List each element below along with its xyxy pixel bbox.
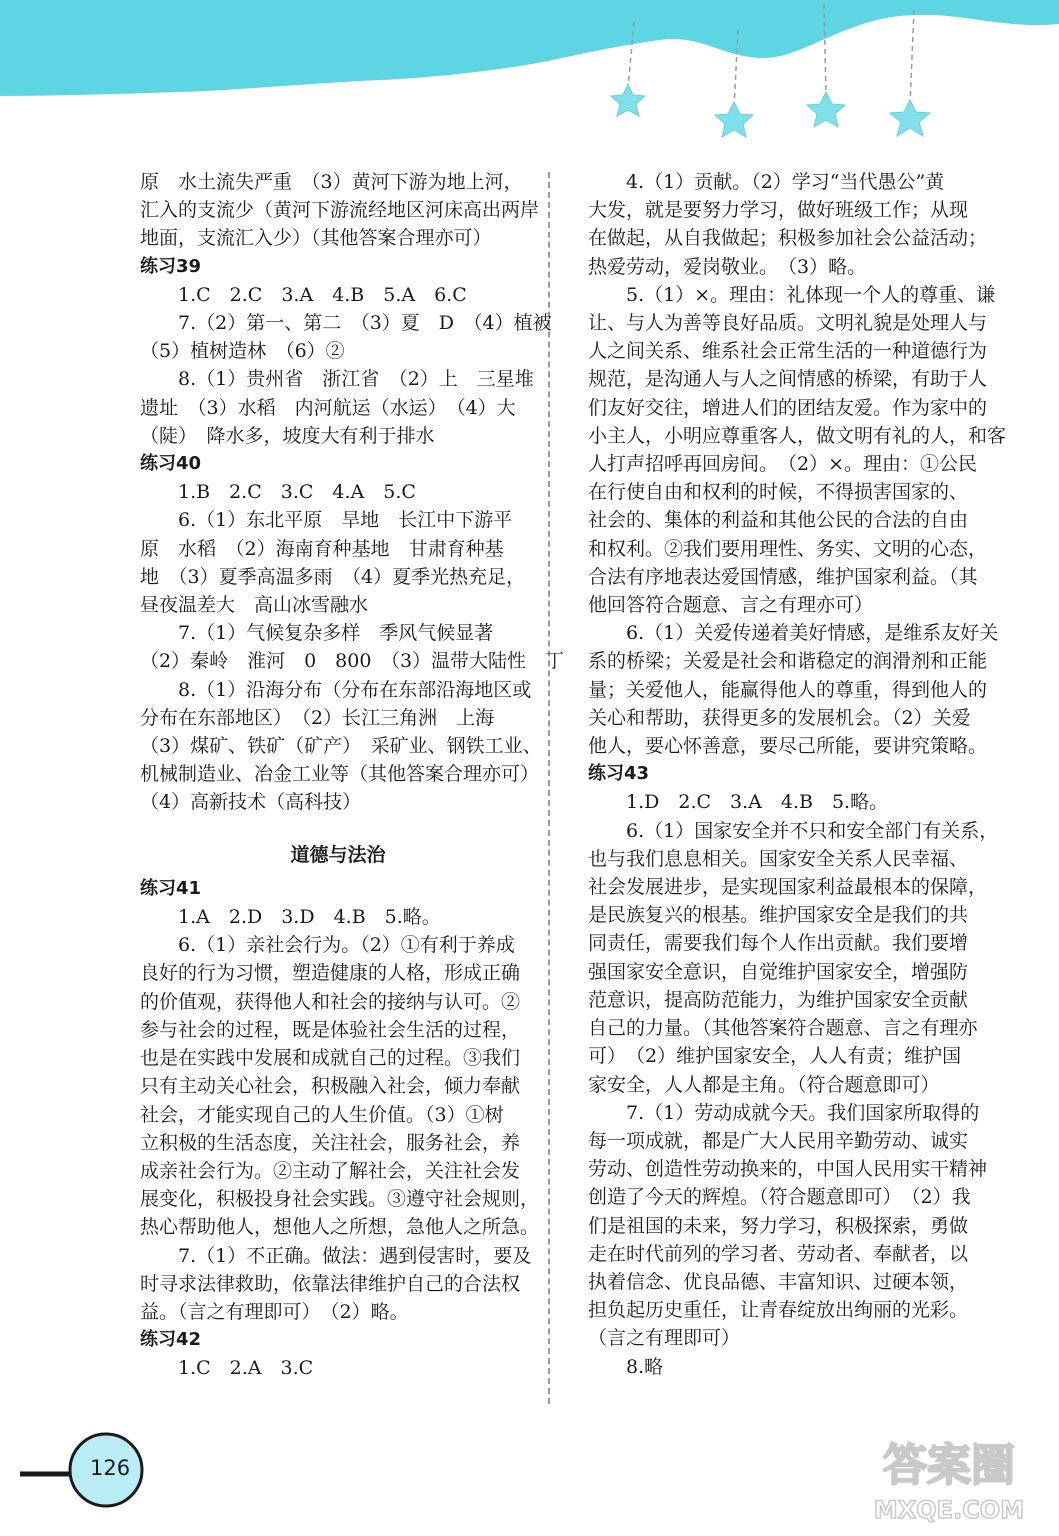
answer-line: 范意识，提高防范能力，为维护国家安全贡献 bbox=[588, 988, 969, 1011]
answer-line: 5.（1）×。理由：礼体现一个人的尊重、谦 bbox=[626, 283, 996, 306]
answer-line: 遗址 （3）水稻 内河航运（水运） （4）大 bbox=[140, 396, 516, 419]
answer-line: 社会发展进步，是实现国家利益最根本的保障， bbox=[588, 876, 988, 899]
text-line: 原 水土流失严重 （3）黄河下游为地上河， bbox=[140, 171, 523, 193]
top-banner bbox=[0, 0, 1059, 150]
answer-line: 1.A 2.D 3.D 4.B 5.略。 bbox=[178, 906, 441, 929]
answer-line: 7.（1）气候复杂多样 季风气候显著 bbox=[178, 622, 494, 645]
answer-line: 机械制造业、冶金工业等（其他答案合理亦可） bbox=[140, 763, 540, 786]
answer-line: 社会的、集体的利益和其他公民的合法的自由 bbox=[588, 509, 969, 532]
answer-line: 1.C 2.A 3.C bbox=[178, 1357, 314, 1380]
answer-line: 人之间关系、维系社会正常生活的一种道德行为 bbox=[588, 340, 988, 363]
answer-line: 每一项成就，都是广大人民用辛勤劳动、诚实 bbox=[588, 1129, 969, 1152]
answer-line: 在做起，从自我做起；积极参加社会公益活动； bbox=[588, 227, 988, 250]
page-number-circle bbox=[20, 1432, 150, 1512]
star-icon bbox=[890, 100, 930, 136]
exercise-heading-42: 练习42 bbox=[140, 1329, 202, 1351]
answer-line: 担负起历史重任，让青春绽放出绚丽的光彩。 bbox=[588, 1299, 969, 1322]
answer-line: 规范，是沟通人与人之间情感的桥梁，有助于人 bbox=[588, 368, 988, 391]
answer-line: 创造了今天的辉煌。（符合题意即可） （2）我 bbox=[588, 1186, 971, 1209]
answer-line: 益。（言之有理即可） （2）略。 bbox=[140, 1300, 409, 1323]
banner-wave bbox=[0, 0, 1059, 96]
answer-line: 1.D 2.C 3.A 4.B 5.略。 bbox=[626, 791, 889, 814]
answer-line: 合法有序地表达爱国情感，维护国家利益。（其 bbox=[588, 565, 978, 588]
answer-line: 小主人，小明应尊重客人，做文明有礼的人，和客 bbox=[588, 424, 1007, 447]
answer-line: 们是祖国的未来，努力学习，积极探索，勇做 bbox=[588, 1214, 969, 1237]
answer-line: 6.（1）国家安全并不只和安全部门有关系， bbox=[626, 819, 999, 842]
right-column bbox=[588, 168, 1007, 1381]
answer-line: 也是在实践中发展和成就自己的过程。③我们 bbox=[140, 1047, 521, 1070]
answer-line: 的价值观，获得他人和社会的接纳与认可。② bbox=[140, 990, 521, 1013]
answer-line: 只有主动关心社会，积极融入社会，倾力奉献 bbox=[140, 1075, 521, 1098]
star-icon bbox=[807, 92, 845, 127]
answer-line: 8.略 bbox=[626, 1355, 664, 1378]
answer-line: 们友好交往，增进人们的团结友爱。作为家中的 bbox=[588, 396, 988, 419]
answer-line: 热爱劳动，爱岗敬业。 （3）略。 bbox=[588, 255, 867, 278]
exercise-heading-39: 练习39 bbox=[140, 255, 202, 277]
answer-line: 6.（1）亲社会行为。（2）①有利于养成 bbox=[178, 934, 515, 957]
answer-line: 和权利。②我们要用理性、务实、文明的心态， bbox=[588, 537, 988, 560]
answer-line: 原 水稻 （2）海南育种基地 甘肃育种基 bbox=[140, 537, 504, 560]
exercise-heading-40: 练习40 bbox=[140, 453, 202, 475]
answer-line: 是民族复兴的根基。维护国家安全是我们的共 bbox=[588, 904, 969, 927]
watermark-text-url: MXQE.COM bbox=[873, 1496, 1025, 1524]
answer-line: 可） （2）维护国家安全，人人有责；维护国 bbox=[588, 1045, 962, 1068]
answer-line: （言之有理即可） bbox=[588, 1327, 741, 1350]
watermark-logo bbox=[849, 1430, 1049, 1526]
watermark-text-cn: 答案圈 bbox=[883, 1440, 1015, 1491]
answer-line: 劳动、创造性劳动换来的，中国人民用实干精神 bbox=[588, 1158, 988, 1181]
answer-line: 关心和帮助，获得更多的发展机会。（2）关爱 bbox=[588, 706, 971, 729]
answer-line: 让、与人为善等良好品质。文明礼貌是处理人与 bbox=[588, 312, 988, 335]
star-string-4 bbox=[910, 10, 914, 104]
section-title: 道德与法治 bbox=[290, 843, 386, 866]
answer-line: 6.（1）关爱传递着美好情感，是维系友好关 bbox=[626, 622, 999, 645]
answer-line: 系的桥梁；关爱是社会和谐稳定的润滑剂和正能 bbox=[588, 650, 988, 673]
answer-line: 分布在东部地区） （2）长江三角洲 上海 bbox=[140, 706, 495, 729]
answer-line: 展变化，积极投身社会实践。③遵守社会规则， bbox=[140, 1188, 540, 1211]
answer-line: 在行使自由和权利的时候，不得损害国家的、 bbox=[588, 481, 969, 504]
page-number-badge bbox=[20, 1432, 150, 1512]
answer-line: 热心帮助他人，想他人之所想，急他人之所急。 bbox=[140, 1216, 540, 1239]
answer-line: 时寻求法律救助，依靠法律维护自己的合法权 bbox=[140, 1272, 521, 1295]
answer-line: （5）植树造林 （6）② bbox=[140, 340, 345, 363]
answer-line: 强国家安全意识，自觉维护国家安全，增强防 bbox=[588, 960, 969, 983]
answer-line: 参与社会的过程，既是体验社会生活的过程， bbox=[140, 1018, 521, 1041]
answer-line: 他人，要心怀善意，要尽己所能，要讲究策略。 bbox=[588, 735, 988, 758]
answer-line: 地 （3）夏季高温多雨 （4）夏季光热充足， bbox=[140, 565, 526, 588]
answer-line: 1.B 2.C 3.C 4.A 5.C bbox=[178, 481, 416, 504]
column-divider bbox=[548, 172, 550, 1404]
answer-line: 8.（1）沿海分布（分布在东部沿海地区或 bbox=[178, 678, 532, 701]
answer-line: 7.（2）第一、第二 （3）夏 D （4）植被 bbox=[178, 312, 552, 335]
answer-line: （陡） 降水多，坡度大有利于排水 bbox=[140, 424, 435, 447]
answer-line: 8.（1）贵州省 浙江省 （2）上 三星堆 bbox=[178, 368, 534, 391]
answer-line: 社会，才能实现自己的人生价值。（3）①树 bbox=[140, 1103, 504, 1126]
answer-line: 6.（1）东北平原 旱地 长江中下游平 bbox=[178, 509, 513, 532]
star-icon bbox=[611, 84, 645, 116]
answer-line: 同责任，需要我们每个人作出贡献。我们要增 bbox=[588, 932, 969, 955]
answer-line: 7.（1）劳动成就今天。我们国家所取得的 bbox=[626, 1101, 980, 1124]
answer-line: 家安全，人人都是主角。（符合题意即可） bbox=[588, 1073, 940, 1096]
answer-line: 1.C 2.C 3.A 4.B 5.A 6.C bbox=[178, 283, 467, 306]
answer-line: 昼夜温差大 高山冰雪融水 bbox=[140, 594, 369, 617]
answer-line: （2）秦岭 淮河 0 800 （3）温带大陆性 丁 bbox=[140, 650, 565, 673]
answer-line: 量；关爱他人，能赢得他人的尊重，得到他人的 bbox=[588, 678, 988, 701]
text-line: 汇入的支流少（黄河下游流经地区河床高出两岸 bbox=[140, 199, 540, 222]
answer-line: 自己的力量。（其他答案符合题意、言之有理亦 bbox=[588, 1017, 978, 1040]
text-line: 地面，支流汇入少）（其他答案合理亦可） bbox=[140, 227, 492, 250]
exercise-heading-43: 练习43 bbox=[588, 763, 650, 785]
answer-line: 良好的行为习惯，塑造健康的人格，形成正确 bbox=[140, 962, 521, 985]
answer-line: 大发，就是要努力学习，做好班级工作；从现 bbox=[588, 199, 969, 222]
answer-line: 执着信念、优良品德、丰富知识、过硬本领， bbox=[588, 1270, 969, 1293]
answer-line: 他回答符合题意、言之有理亦可） bbox=[588, 594, 874, 617]
page-number: 126 bbox=[90, 1456, 131, 1480]
answer-line: 4.（1）贡献。（2）学习“当代愚公”黄 bbox=[626, 171, 945, 193]
answer-line: 走在时代前列的学习者、劳动者、奉献者，以 bbox=[588, 1242, 969, 1265]
answer-line: 立积极的生活态度，关注社会，服务社会，养 bbox=[140, 1131, 521, 1154]
answer-line: 成亲社会行为。②主动了解社会，关注社会发 bbox=[140, 1159, 521, 1182]
answer-line: （4）高新技术（高科技） bbox=[140, 791, 362, 814]
answer-line: 也与我们息息相关。国家安全关系人民幸福、 bbox=[588, 847, 969, 870]
answer-line: 人打声招呼再回房间。 （2）×。理由：①公民 bbox=[588, 453, 978, 476]
answer-line: （3）煤矿、铁矿（矿产） 采矿业、钢铁工业、 bbox=[140, 735, 542, 758]
answer-line: 7.（1）不正确。做法：遇到侵害时，要及 bbox=[178, 1244, 532, 1267]
left-column bbox=[140, 168, 565, 1383]
star-icon bbox=[715, 102, 753, 137]
exercise-heading-41: 练习41 bbox=[140, 877, 202, 899]
